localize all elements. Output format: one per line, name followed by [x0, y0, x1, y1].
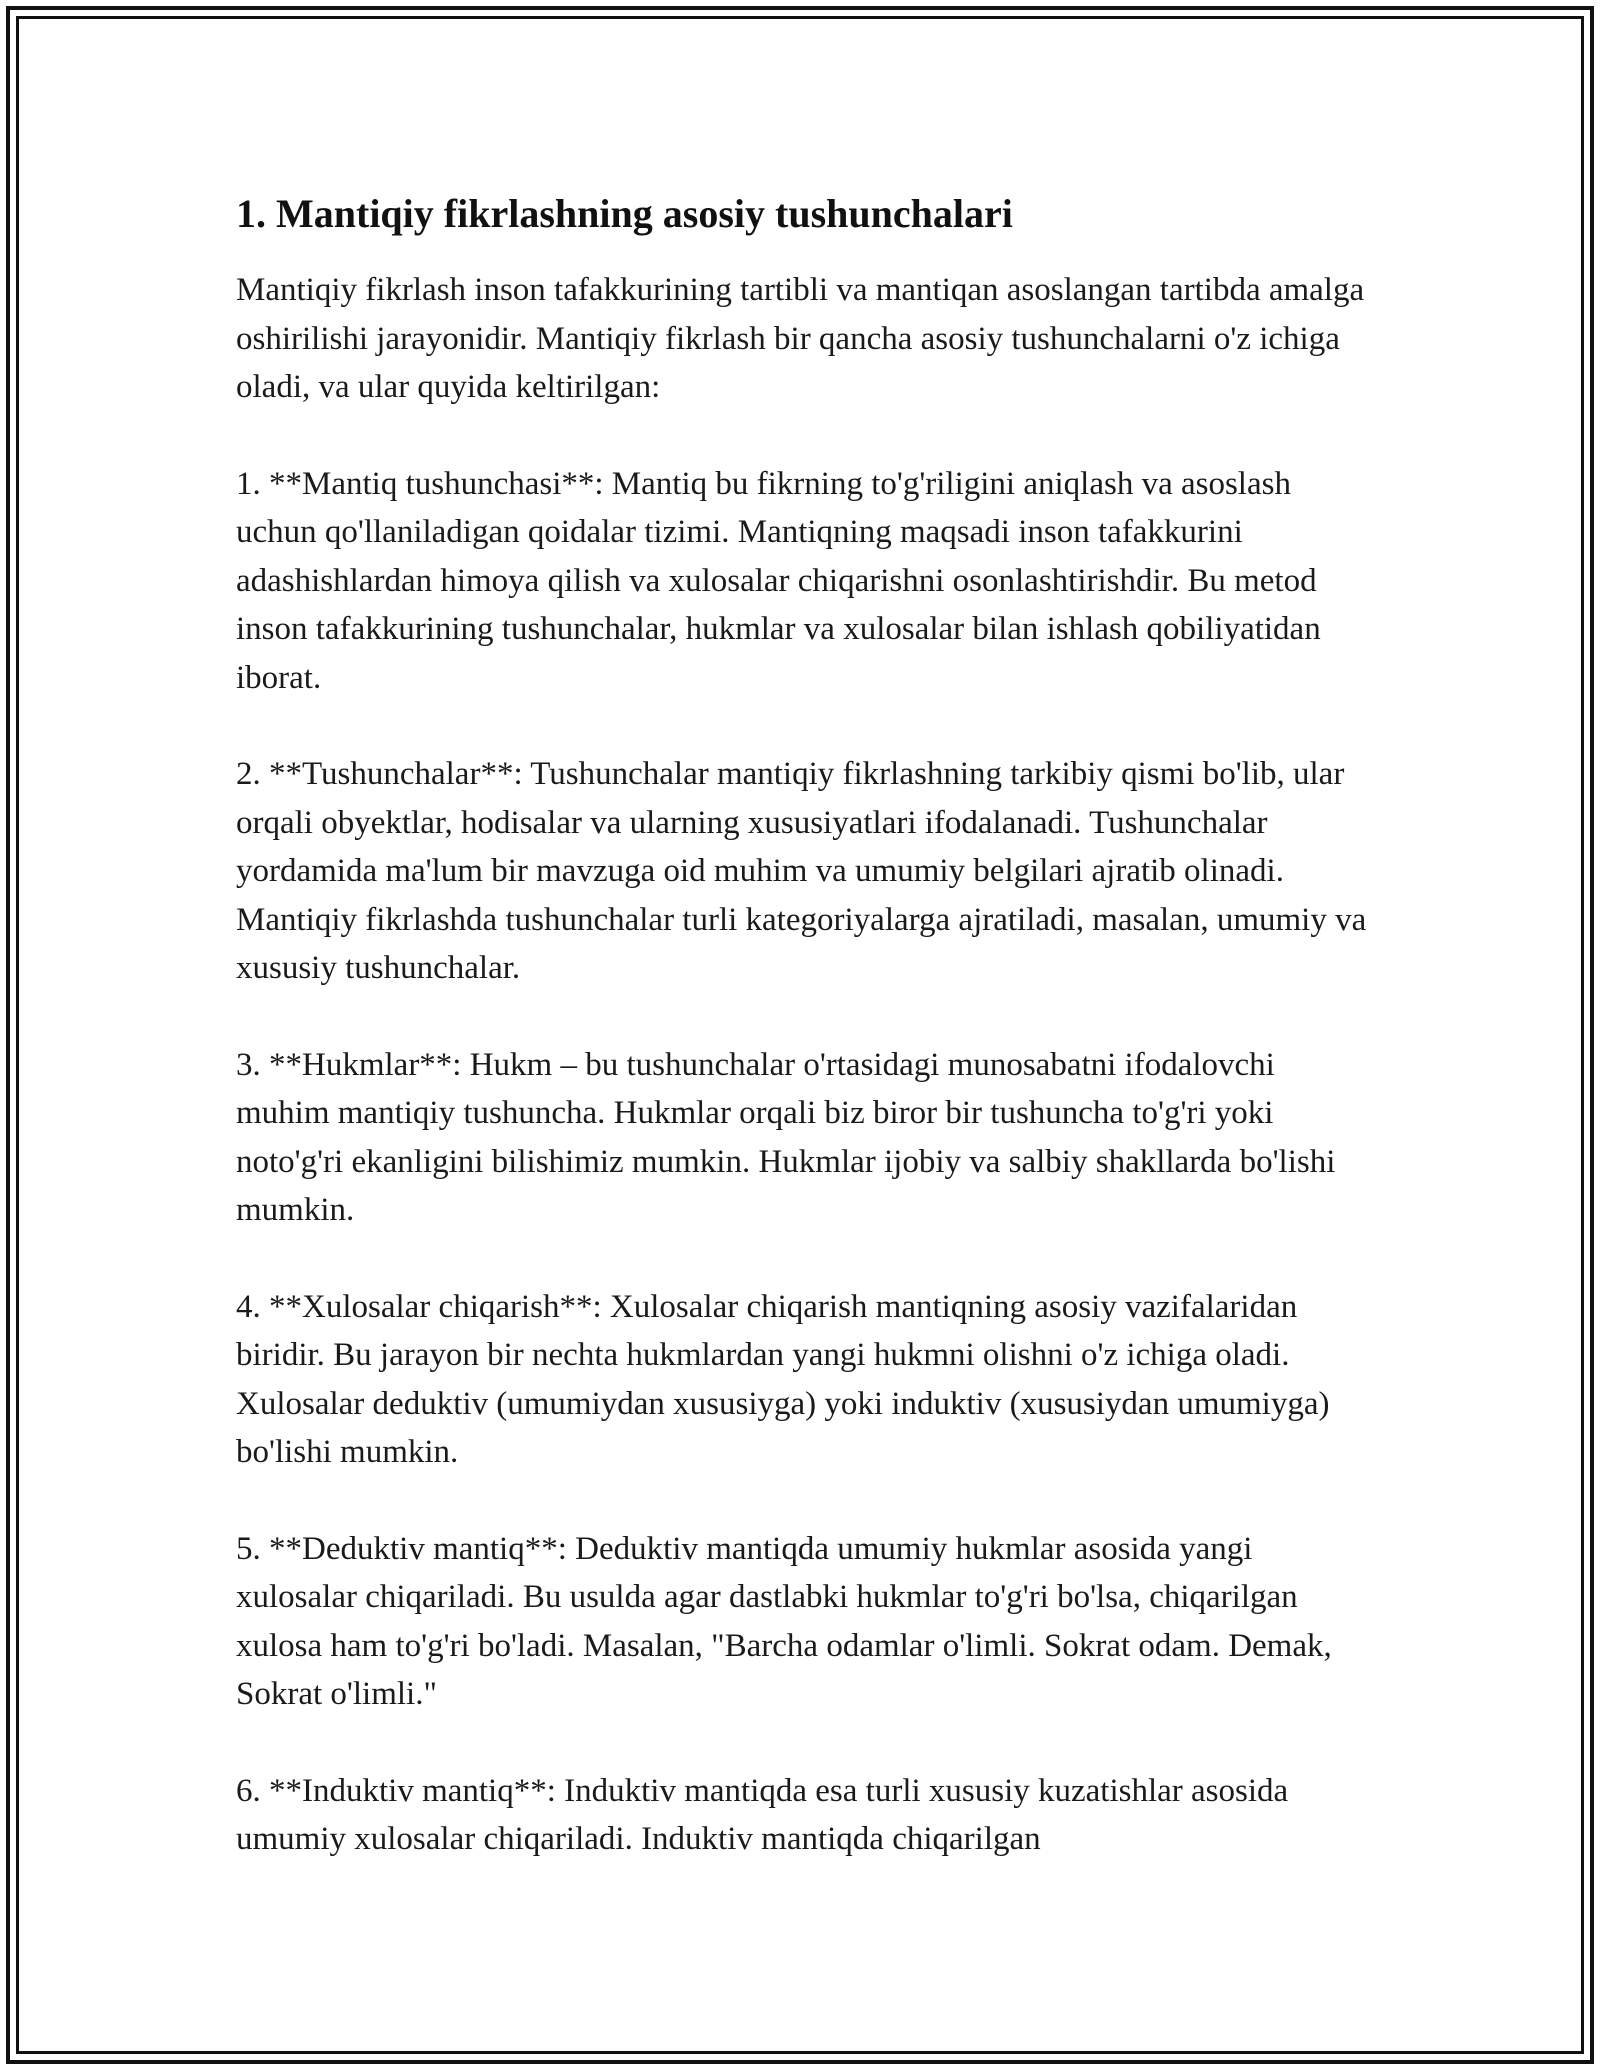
- paragraph-xulosalar-chiqarish: 4. **Xulosalar chiqarish**: Xulosalar chiqarish mantiqning asosiy vazifalaridan biridir. Bu jarayon bir nechta hukmlardan yangi hukmni olishni o'z ichiga oladi. Xulosalar deduktiv (umumiydan xususiyga) yoki induktiv (xususiydan umumiyga) bo'lishi mumkin.: [236, 1288, 1330, 1470]
- document-body: [236, 188, 1376, 1912]
- paragraph-induktiv-mantiq: 6. **Induktiv mantiq**: Induktiv mantiqda esa turli xususiy kuzatishlar asosida umumiy xulosalar chiqariladi. Induktiv mantiqda chiqarilgan: [236, 1772, 1289, 1857]
- paragraph-tushunchalar: 2. **Tushunchalar**: Tushunchalar mantiqiy fikrlashning tarkibiy qismi bo'lib, ular orqali obyektlar, hodisalar va ularning xususiyatlari ifodalanadi. Tushunchalar yordamida ma'lum bir mavzuga oid muhim va umumiy belgilari ajratib olinadi. Mantiqiy fikrlashda tushunchalar turli kategoriyalarga ajratiladi, masalan, umumiy va xususiy tushunchalar.: [236, 756, 1367, 986]
- paragraph-mantiq-tushunchasi: 1. **Mantiq tushunchasi**: Mantiq bu fikrning to'g'riligini aniqlash va asoslash uchun qo'llaniladigan qoidalar tizimi. Mantiqning maqsadi inson tafakkurini adashishlardan himoya qilish va xulosalar chiqarishni osonlashtirishdir. Bu metod inson tafakkurining tushunchalar, hukmlar va xulosalar bilan ishlash qobiliyatidan iborat.: [236, 465, 1321, 696]
- paragraph-hukmlar: 3. **Hukmlar**: Hukm – bu tushunchalar o'rtasidagi munosabatni ifodalovchi muhim mantiqiy tushuncha. Hukmlar orqali biz biror bir tushuncha to'g'ri yoki noto'g'ri ekanligini bilishimiz mumkin. Hukmlar ijobiy va salbiy shakllarda bo'lishi mumkin.: [236, 1046, 1336, 1228]
- section-heading: 1. Mantiqiy fikrlashning asosiy tushunchalari: [236, 191, 1013, 236]
- intro-paragraph: Mantiqiy fikrlash inson tafakkurining tartibli va mantiqan asoslangan tartibda amalga oshirilishi jarayonidir. Mantiqiy fikrlash bir qancha asosiy tushunchalarni o'z ichiga oladi, va ular quyida keltirilgan:: [236, 272, 1365, 405]
- paragraph-deduktiv-mantiq: 5. **Deduktiv mantiq**: Deduktiv mantiqda umumiy hukmlar asosida yangi xulosalar chiqariladi. Bu usulda agar dastlabki hukmlar to'g'ri bo'lsa, chiqarilgan xulosa ham to'g'ri bo'ladi. Masalan, "Barcha odamlar o'limli. Sokrat odam. Demak, Sokrat o'limli.": [236, 1530, 1332, 1712]
